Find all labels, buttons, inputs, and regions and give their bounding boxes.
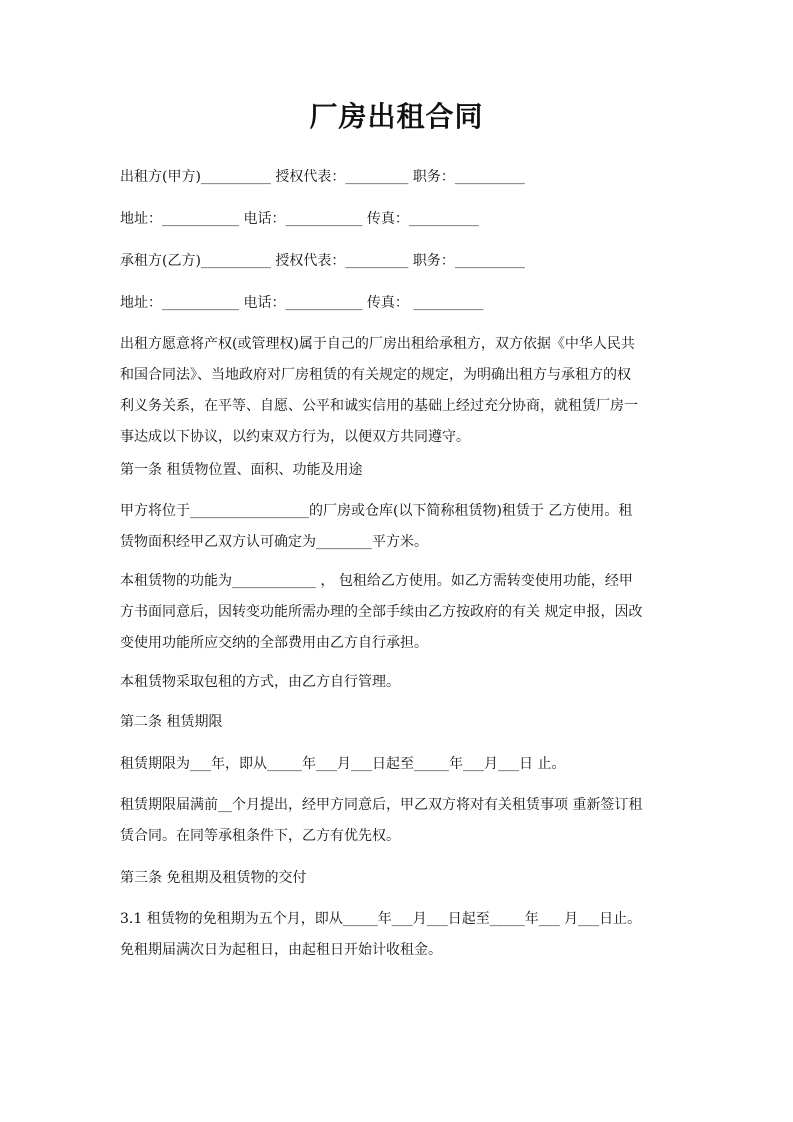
paragraph-line: 免租期届满次日为起租日，由起租日开始计收租金。 [120, 942, 442, 958]
party-b-line-2: 地址：___________ 电话：___________ 传真： __________ [120, 295, 484, 311]
party-a-line-2: 地址：___________ 电话：___________ 传真：__________ [120, 211, 479, 227]
paragraph-line: 3.1 租赁物的免租期为五个月，即从_____年___月___日起至_____年___ 月___日止。 [120, 911, 642, 927]
article-1-paragraph-1 [120, 496, 680, 558]
intro-paragraph [120, 329, 680, 453]
intro-line: 和国合同法》、当地政府对厂房租赁的有关规定的规定，为明确出租方与承租方的权 [120, 367, 631, 383]
paragraph-line: 赁合同。在同等承租条件下，乙方有优先权。 [120, 828, 400, 844]
article-3-heading: 第三条 免租期及租赁物的交付 [120, 870, 307, 886]
article-2-paragraph-2 [120, 790, 680, 852]
paragraph-line: 租赁期限届满前__个月提出，经甲方同意后，甲乙双方将对有关租赁事项 重新签订租 [120, 797, 643, 813]
paragraph-line: 方书面同意后，因转变功能所需办理的全部手续由乙方按政府的有关 规定申报，因改 [120, 604, 643, 620]
article-1-heading: 第一条 租赁物位置、面积、功能及用途 [120, 462, 363, 478]
party-a-line-1: 出租方(甲方)__________ 授权代表：_________ 职务：__________ [120, 169, 525, 185]
paragraph-line: 甲方将位于_________________的厂房或仓库(以下简称租赁物)租赁于 乙方使用。租 [120, 503, 633, 519]
intro-line: 出租方愿意将产权(或管理权)属于自己的厂房出租给承租方，双方依据《中华人民共 [120, 336, 635, 352]
article-3-paragraph-1 [120, 904, 680, 966]
paragraph-line: 赁物面积经甲乙双方认可确定为________平方米。 [120, 534, 428, 550]
intro-line: 事达成以下协议，以约束双方行为，以便双方共同遵守。 [120, 429, 470, 445]
party-b-line-1: 承租方(乙方)__________ 授权代表：_________ 职务：__________ [120, 253, 525, 269]
article-2-heading: 第二条 租赁期限 [120, 714, 223, 730]
article-1-paragraph-3: 本租赁物采取包租的方式，由乙方自行管理。 [120, 674, 400, 690]
article-1-paragraph-2 [120, 566, 680, 659]
paragraph-line: 本租赁物的功能为____________ ， 包租给乙方使用。如乙方需转变使用功能，经甲 [120, 573, 633, 589]
document-title: 厂房出租合同 [309, 100, 484, 133]
intro-line: 利义务关系，在平等、自愿、公平和诚实信用的基础上经过充分协商，就租赁厂房一 [120, 398, 638, 414]
article-2-paragraph-1: 租赁期限为___年，即从_____年___月___日起至_____年___月___日 止。 [120, 756, 566, 772]
paragraph-line: 变使用功能所应交纳的全部费用由乙方自行承担。 [120, 635, 428, 651]
